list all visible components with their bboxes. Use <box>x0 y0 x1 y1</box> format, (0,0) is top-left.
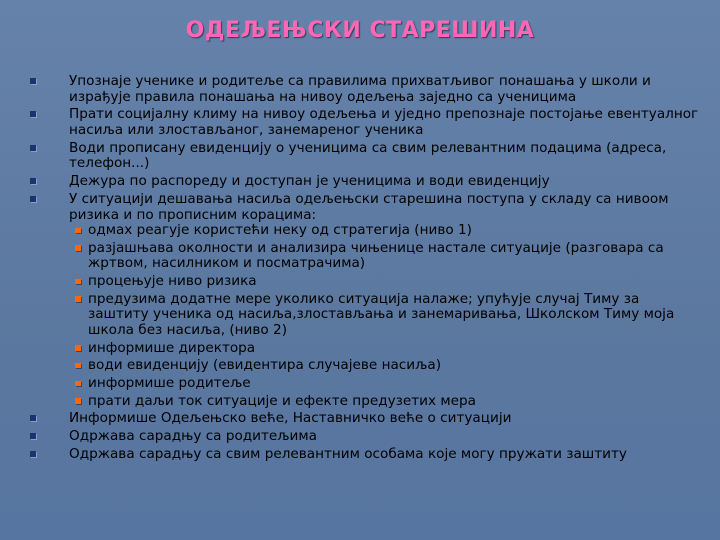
sub-list-item <box>69 358 702 374</box>
square-bullet-icon <box>30 111 36 117</box>
square-sub-bullet-icon <box>75 345 81 351</box>
list-item-text: У ситуацији дешавања насиља одељењски старешина поступа у складу са нивоом ризика и по прописним корацима: <box>69 190 669 223</box>
list-item <box>30 429 702 445</box>
list-item <box>30 192 702 409</box>
list-item-text: Води прописану евиденцију о ученицима са свим релевантним подацима (адреса, телефон...) <box>69 139 667 172</box>
square-sub-bullet-icon <box>75 363 81 369</box>
square-bullet-icon <box>30 145 36 151</box>
list-item-text: Информише Одељењско веће, Наставничко веће о ситуацији <box>69 410 512 427</box>
sub-list-item <box>69 394 702 410</box>
square-bullet-icon <box>30 78 36 84</box>
list-item <box>30 447 702 463</box>
sub-bullet-list <box>69 223 702 409</box>
square-sub-bullet-icon <box>75 279 81 285</box>
list-item <box>30 107 702 138</box>
bullet-list <box>30 74 702 465</box>
sub-list-item-text: предузима додатне мере уколико ситуација налаже; упућује случај Тиму за заштиту ученика од насиља,злостављања и занемаривања, Школском Тиму моја школа без насиља, (ниво 2) <box>88 290 675 338</box>
list-item <box>30 411 702 427</box>
square-sub-bullet-icon <box>75 245 81 251</box>
square-bullet-icon <box>30 196 36 202</box>
square-sub-bullet-icon <box>75 296 81 302</box>
square-bullet-icon <box>30 451 36 457</box>
sub-list-item-text: прати даљи ток ситуације и ефекте предузетих мера <box>88 392 476 409</box>
sub-list-item-text: води евиденцију (евидентира случајеве насиља) <box>88 357 441 374</box>
square-sub-bullet-icon <box>75 228 81 234</box>
sub-list-item-text: информише директора <box>88 339 256 356</box>
sub-list-item-text: процењује ниво ризика <box>88 273 257 290</box>
sub-list-item <box>69 241 702 272</box>
sub-list-item-text: информише родитеље <box>88 375 251 391</box>
sub-list-item-text: разјашњава околности и анализира чињенице настале ситуације (разговара са жртвом, насилником и посматрачима) <box>88 239 664 272</box>
slide-title: ОДЕЉЕЊСКИ СТАРЕШИНА <box>185 18 535 43</box>
square-bullet-icon <box>30 178 36 184</box>
list-item-text: Одржава сарадњу са родитељима <box>69 428 317 445</box>
sub-list-item <box>69 376 702 392</box>
list-item-text: Упознаје ученике и родитеље са правилима прихватљивог понашања у школи и израђује правила понашања на нивоу одељења заједно са ученицима <box>69 73 651 105</box>
list-item-text: Одржава сарадњу са свим релевантним особама које могу пружати заштиту <box>69 446 627 463</box>
sub-list-item <box>69 292 702 339</box>
sub-list-item-text: одмах реагује користећи неку од стратегија (ниво 1) <box>88 222 472 239</box>
sub-list-item <box>69 274 702 290</box>
list-item <box>30 74 702 105</box>
square-bullet-icon <box>30 433 36 439</box>
list-item <box>30 141 702 172</box>
square-bullet-icon <box>30 415 36 421</box>
list-item-text: Дежура по распореду и доступан је ученицима и води евиденцију <box>69 173 550 190</box>
list-item-text: Прати социјалну климу на нивоу одељења и уједно препознаје постојање евентуалног насиља или злостављаног, занемареног ученика <box>69 106 699 138</box>
square-sub-bullet-icon <box>75 398 81 404</box>
sub-list-item <box>69 223 702 239</box>
list-item <box>30 174 702 190</box>
sub-list-item <box>69 341 702 357</box>
square-sub-bullet-icon <box>75 381 81 387</box>
